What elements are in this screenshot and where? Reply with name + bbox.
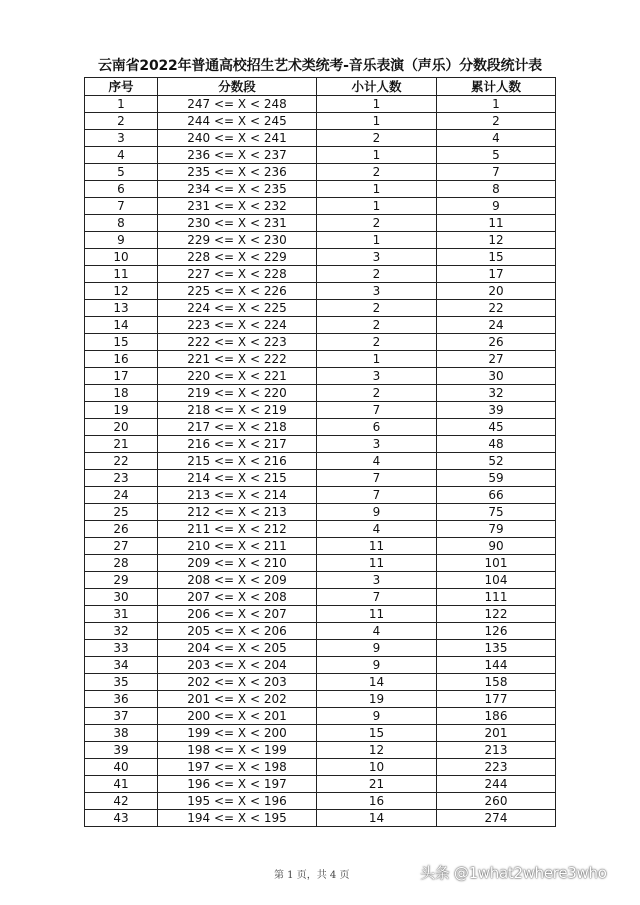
index-cell: 37 bbox=[85, 708, 158, 725]
count-cell: 1 bbox=[317, 96, 437, 113]
score-range-cell: 221 <= X < 222 bbox=[158, 351, 317, 368]
count-cell: 3 bbox=[317, 368, 437, 385]
score-range-cell: 219 <= X < 220 bbox=[158, 385, 317, 402]
score-range-cell: 244 <= X < 245 bbox=[158, 113, 317, 130]
table-row bbox=[85, 317, 556, 334]
column-header-cumulative: 累计人数 bbox=[437, 78, 556, 96]
score-range-cell: 213 <= X < 214 bbox=[158, 487, 317, 504]
score-range-cell: 234 <= X < 235 bbox=[158, 181, 317, 198]
count-cell: 2 bbox=[317, 300, 437, 317]
count-cell: 14 bbox=[317, 810, 437, 827]
cumulative-cell: 201 bbox=[437, 725, 556, 742]
score-range-cell: 208 <= X < 209 bbox=[158, 572, 317, 589]
count-cell: 2 bbox=[317, 334, 437, 351]
table-row bbox=[85, 232, 556, 249]
cumulative-cell: 104 bbox=[437, 572, 556, 589]
score-range-cell: 210 <= X < 211 bbox=[158, 538, 317, 555]
score-range-cell: 224 <= X < 225 bbox=[158, 300, 317, 317]
score-range-cell: 215 <= X < 216 bbox=[158, 453, 317, 470]
score-range-cell: 216 <= X < 217 bbox=[158, 436, 317, 453]
count-cell: 9 bbox=[317, 657, 437, 674]
count-cell: 9 bbox=[317, 504, 437, 521]
index-cell: 21 bbox=[85, 436, 158, 453]
score-range-cell: 223 <= X < 224 bbox=[158, 317, 317, 334]
count-cell: 4 bbox=[317, 623, 437, 640]
table-row bbox=[85, 385, 556, 402]
table-row bbox=[85, 470, 556, 487]
table-row bbox=[85, 334, 556, 351]
cumulative-cell: 75 bbox=[437, 504, 556, 521]
table-row bbox=[85, 504, 556, 521]
count-cell: 10 bbox=[317, 759, 437, 776]
cumulative-cell: 11 bbox=[437, 215, 556, 232]
score-range-cell: 205 <= X < 206 bbox=[158, 623, 317, 640]
table-row bbox=[85, 538, 556, 555]
score-range-cell: 222 <= X < 223 bbox=[158, 334, 317, 351]
table-row bbox=[85, 147, 556, 164]
table-row bbox=[85, 198, 556, 215]
index-cell: 11 bbox=[85, 266, 158, 283]
score-range-cell: 230 <= X < 231 bbox=[158, 215, 317, 232]
count-cell: 4 bbox=[317, 453, 437, 470]
score-range-cell: 203 <= X < 204 bbox=[158, 657, 317, 674]
count-cell: 1 bbox=[317, 351, 437, 368]
score-range-cell: 211 <= X < 212 bbox=[158, 521, 317, 538]
cumulative-cell: 244 bbox=[437, 776, 556, 793]
count-cell: 2 bbox=[317, 130, 437, 147]
index-cell: 6 bbox=[85, 181, 158, 198]
cumulative-cell: 26 bbox=[437, 334, 556, 351]
score-range-cell: 236 <= X < 237 bbox=[158, 147, 317, 164]
cumulative-cell: 48 bbox=[437, 436, 556, 453]
table-row bbox=[85, 283, 556, 300]
table-row bbox=[85, 521, 556, 538]
cumulative-cell: 144 bbox=[437, 657, 556, 674]
index-cell: 2 bbox=[85, 113, 158, 130]
index-cell: 15 bbox=[85, 334, 158, 351]
cumulative-cell: 5 bbox=[437, 147, 556, 164]
score-range-cell: 209 <= X < 210 bbox=[158, 555, 317, 572]
table-row bbox=[85, 351, 556, 368]
table-row bbox=[85, 657, 556, 674]
index-cell: 24 bbox=[85, 487, 158, 504]
column-header-count: 小计人数 bbox=[317, 78, 437, 96]
count-cell: 16 bbox=[317, 793, 437, 810]
score-range-cell: 204 <= X < 205 bbox=[158, 640, 317, 657]
cumulative-cell: 2 bbox=[437, 113, 556, 130]
document-title: 云南省2022年普通高校招生艺术类统考-音乐表演（声乐）分数段统计表 bbox=[98, 58, 542, 74]
score-range-cell: 231 <= X < 232 bbox=[158, 198, 317, 215]
cumulative-cell: 24 bbox=[437, 317, 556, 334]
score-range-cell: 212 <= X < 213 bbox=[158, 504, 317, 521]
table-row bbox=[85, 181, 556, 198]
cumulative-cell: 66 bbox=[437, 487, 556, 504]
count-cell: 7 bbox=[317, 402, 437, 419]
index-cell: 43 bbox=[85, 810, 158, 827]
index-cell: 33 bbox=[85, 640, 158, 657]
count-cell: 1 bbox=[317, 232, 437, 249]
count-cell: 9 bbox=[317, 708, 437, 725]
score-range-cell: 194 <= X < 195 bbox=[158, 810, 317, 827]
count-cell: 2 bbox=[317, 385, 437, 402]
table-row bbox=[85, 453, 556, 470]
table-row bbox=[85, 674, 556, 691]
table-row bbox=[85, 691, 556, 708]
cumulative-cell: 15 bbox=[437, 249, 556, 266]
score-range-cell: 198 <= X < 199 bbox=[158, 742, 317, 759]
index-cell: 13 bbox=[85, 300, 158, 317]
table-row bbox=[85, 589, 556, 606]
score-range-cell: 229 <= X < 230 bbox=[158, 232, 317, 249]
index-cell: 10 bbox=[85, 249, 158, 266]
index-cell: 4 bbox=[85, 147, 158, 164]
table-row bbox=[85, 810, 556, 827]
score-range-cell: 228 <= X < 229 bbox=[158, 249, 317, 266]
table-row bbox=[85, 487, 556, 504]
cumulative-cell: 12 bbox=[437, 232, 556, 249]
count-cell: 15 bbox=[317, 725, 437, 742]
cumulative-cell: 260 bbox=[437, 793, 556, 810]
count-cell: 1 bbox=[317, 181, 437, 198]
index-cell: 30 bbox=[85, 589, 158, 606]
index-cell: 42 bbox=[85, 793, 158, 810]
count-cell: 11 bbox=[317, 538, 437, 555]
table-row bbox=[85, 759, 556, 776]
count-cell: 3 bbox=[317, 283, 437, 300]
table-row bbox=[85, 249, 556, 266]
count-cell: 4 bbox=[317, 521, 437, 538]
index-cell: 8 bbox=[85, 215, 158, 232]
table-row bbox=[85, 640, 556, 657]
table-row bbox=[85, 742, 556, 759]
table-row bbox=[85, 113, 556, 130]
table-row bbox=[85, 436, 556, 453]
score-range-cell: 220 <= X < 221 bbox=[158, 368, 317, 385]
score-range-cell: 225 <= X < 226 bbox=[158, 283, 317, 300]
index-cell: 5 bbox=[85, 164, 158, 181]
score-range-cell: 217 <= X < 218 bbox=[158, 419, 317, 436]
index-cell: 28 bbox=[85, 555, 158, 572]
cumulative-cell: 122 bbox=[437, 606, 556, 623]
count-cell: 21 bbox=[317, 776, 437, 793]
count-cell: 1 bbox=[317, 198, 437, 215]
count-cell: 2 bbox=[317, 317, 437, 334]
index-cell: 16 bbox=[85, 351, 158, 368]
score-range-cell: 195 <= X < 196 bbox=[158, 793, 317, 810]
index-cell: 3 bbox=[85, 130, 158, 147]
table-row bbox=[85, 300, 556, 317]
cumulative-cell: 7 bbox=[437, 164, 556, 181]
cumulative-cell: 9 bbox=[437, 198, 556, 215]
count-cell: 14 bbox=[317, 674, 437, 691]
cumulative-cell: 4 bbox=[437, 130, 556, 147]
cumulative-cell: 39 bbox=[437, 402, 556, 419]
table-row bbox=[85, 266, 556, 283]
count-cell: 9 bbox=[317, 640, 437, 657]
count-cell: 7 bbox=[317, 470, 437, 487]
table-row bbox=[85, 793, 556, 810]
index-cell: 32 bbox=[85, 623, 158, 640]
index-cell: 23 bbox=[85, 470, 158, 487]
index-cell: 22 bbox=[85, 453, 158, 470]
table-body bbox=[85, 96, 556, 827]
count-cell: 12 bbox=[317, 742, 437, 759]
cumulative-cell: 8 bbox=[437, 181, 556, 198]
cumulative-cell: 111 bbox=[437, 589, 556, 606]
index-cell: 9 bbox=[85, 232, 158, 249]
cumulative-cell: 213 bbox=[437, 742, 556, 759]
table-row bbox=[85, 708, 556, 725]
index-cell: 17 bbox=[85, 368, 158, 385]
count-cell: 3 bbox=[317, 572, 437, 589]
count-cell: 11 bbox=[317, 555, 437, 572]
count-cell: 1 bbox=[317, 147, 437, 164]
score-range-cell: 200 <= X < 201 bbox=[158, 708, 317, 725]
cumulative-cell: 27 bbox=[437, 351, 556, 368]
index-cell: 12 bbox=[85, 283, 158, 300]
score-range-cell: 240 <= X < 241 bbox=[158, 130, 317, 147]
score-range-cell: 201 <= X < 202 bbox=[158, 691, 317, 708]
cumulative-cell: 59 bbox=[437, 470, 556, 487]
table-row bbox=[85, 419, 556, 436]
index-cell: 20 bbox=[85, 419, 158, 436]
table-row bbox=[85, 164, 556, 181]
cumulative-cell: 32 bbox=[437, 385, 556, 402]
table-row bbox=[85, 572, 556, 589]
index-cell: 27 bbox=[85, 538, 158, 555]
score-range-cell: 202 <= X < 203 bbox=[158, 674, 317, 691]
table-header-row bbox=[85, 78, 556, 96]
score-range-cell: 227 <= X < 228 bbox=[158, 266, 317, 283]
table-row bbox=[85, 606, 556, 623]
index-cell: 1 bbox=[85, 96, 158, 113]
cumulative-cell: 101 bbox=[437, 555, 556, 572]
cumulative-cell: 158 bbox=[437, 674, 556, 691]
cumulative-cell: 126 bbox=[437, 623, 556, 640]
score-range-cell: 218 <= X < 219 bbox=[158, 402, 317, 419]
count-cell: 7 bbox=[317, 589, 437, 606]
column-header-score-range: 分数段 bbox=[158, 78, 317, 96]
index-cell: 39 bbox=[85, 742, 158, 759]
cumulative-cell: 90 bbox=[437, 538, 556, 555]
cumulative-cell: 79 bbox=[437, 521, 556, 538]
cumulative-cell: 45 bbox=[437, 419, 556, 436]
score-distribution-table bbox=[84, 77, 556, 827]
index-cell: 29 bbox=[85, 572, 158, 589]
cumulative-cell: 17 bbox=[437, 266, 556, 283]
index-cell: 7 bbox=[85, 198, 158, 215]
score-range-cell: 199 <= X < 200 bbox=[158, 725, 317, 742]
index-cell: 19 bbox=[85, 402, 158, 419]
score-range-cell: 214 <= X < 215 bbox=[158, 470, 317, 487]
count-cell: 2 bbox=[317, 164, 437, 181]
table-row bbox=[85, 776, 556, 793]
count-cell: 19 bbox=[317, 691, 437, 708]
cumulative-cell: 30 bbox=[437, 368, 556, 385]
score-range-cell: 247 <= X < 248 bbox=[158, 96, 317, 113]
score-range-cell: 206 <= X < 207 bbox=[158, 606, 317, 623]
cumulative-cell: 1 bbox=[437, 96, 556, 113]
cumulative-cell: 186 bbox=[437, 708, 556, 725]
count-cell: 3 bbox=[317, 249, 437, 266]
index-cell: 41 bbox=[85, 776, 158, 793]
score-range-cell: 207 <= X < 208 bbox=[158, 589, 317, 606]
table-row bbox=[85, 725, 556, 742]
count-cell: 1 bbox=[317, 113, 437, 130]
score-range-cell: 196 <= X < 197 bbox=[158, 776, 317, 793]
table-row bbox=[85, 96, 556, 113]
count-cell: 7 bbox=[317, 487, 437, 504]
cumulative-cell: 20 bbox=[437, 283, 556, 300]
count-cell: 3 bbox=[317, 436, 437, 453]
index-cell: 40 bbox=[85, 759, 158, 776]
watermark: 头条 @1what2where3who bbox=[420, 864, 607, 882]
column-header-index: 序号 bbox=[85, 78, 158, 96]
count-cell: 2 bbox=[317, 266, 437, 283]
count-cell: 11 bbox=[317, 606, 437, 623]
index-cell: 26 bbox=[85, 521, 158, 538]
index-cell: 31 bbox=[85, 606, 158, 623]
cumulative-cell: 22 bbox=[437, 300, 556, 317]
index-cell: 38 bbox=[85, 725, 158, 742]
index-cell: 35 bbox=[85, 674, 158, 691]
score-range-cell: 197 <= X < 198 bbox=[158, 759, 317, 776]
table-row bbox=[85, 215, 556, 232]
table-row bbox=[85, 368, 556, 385]
table-row bbox=[85, 623, 556, 640]
cumulative-cell: 52 bbox=[437, 453, 556, 470]
index-cell: 36 bbox=[85, 691, 158, 708]
cumulative-cell: 135 bbox=[437, 640, 556, 657]
index-cell: 34 bbox=[85, 657, 158, 674]
count-cell: 2 bbox=[317, 215, 437, 232]
index-cell: 14 bbox=[85, 317, 158, 334]
count-cell: 6 bbox=[317, 419, 437, 436]
table-row bbox=[85, 130, 556, 147]
index-cell: 25 bbox=[85, 504, 158, 521]
index-cell: 18 bbox=[85, 385, 158, 402]
cumulative-cell: 274 bbox=[437, 810, 556, 827]
cumulative-cell: 223 bbox=[437, 759, 556, 776]
cumulative-cell: 177 bbox=[437, 691, 556, 708]
score-range-cell: 235 <= X < 236 bbox=[158, 164, 317, 181]
page-footer: 第 1 页，共 4 页 bbox=[274, 870, 350, 881]
table-row bbox=[85, 555, 556, 572]
table-row bbox=[85, 402, 556, 419]
